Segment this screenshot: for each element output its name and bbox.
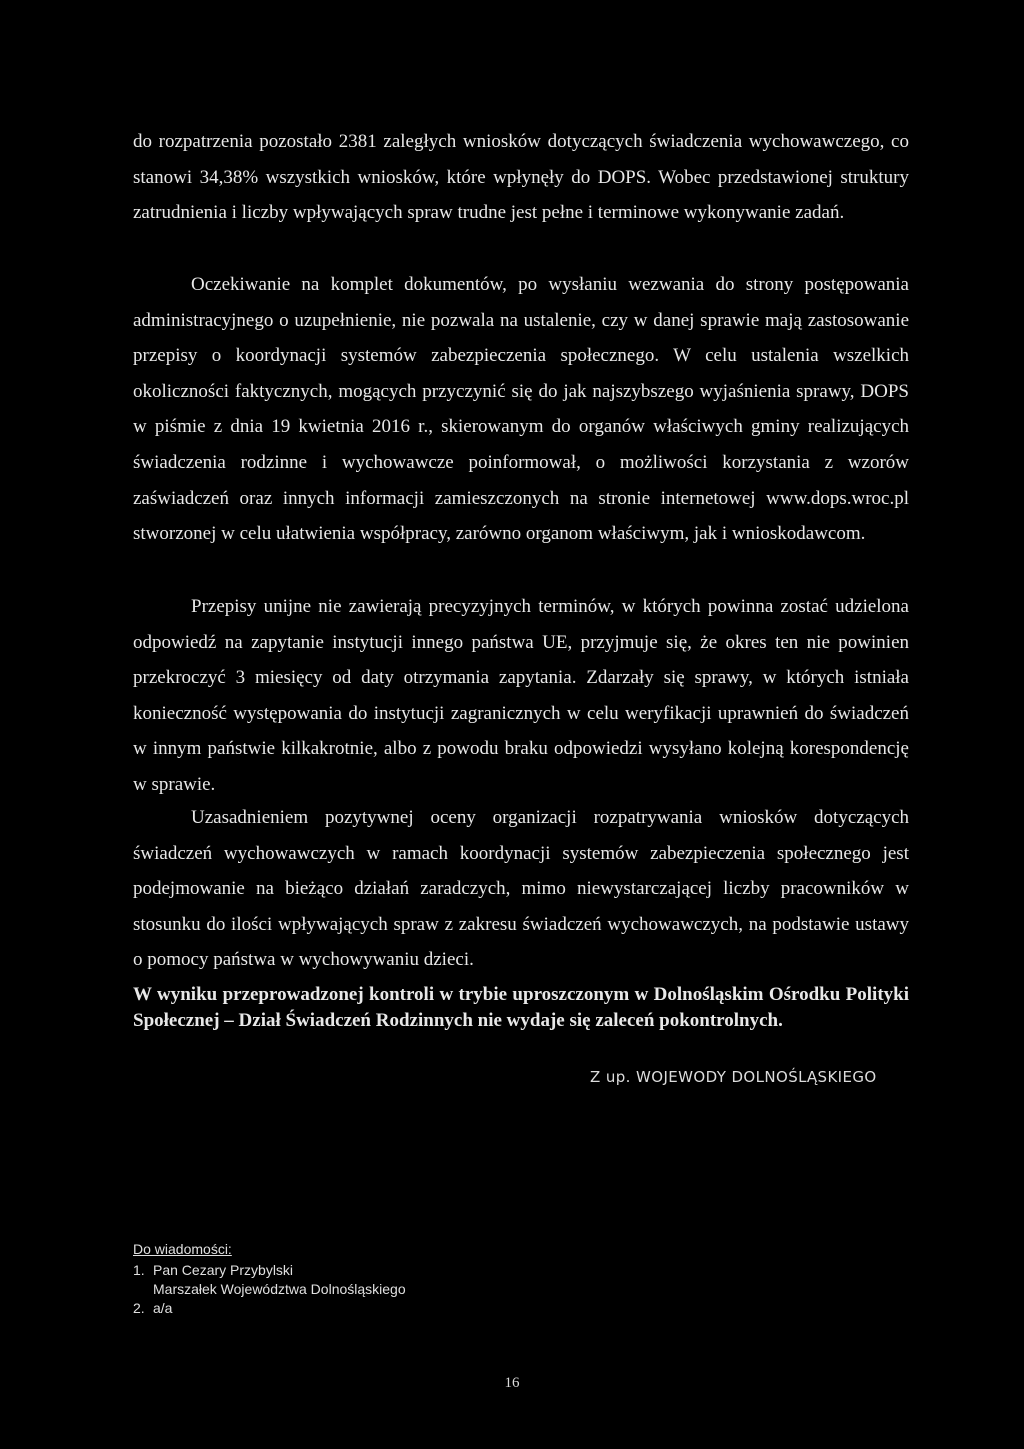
item-text <box>153 1261 406 1299</box>
paragraph-eu-regulations: Przepisy unijne nie zawierają precyzyjnych terminów, w których powinna zostać udzielona odpowiedź na zapytanie instytucji innego państwa UE, przyjmuje się, że okres ten nie powinien przekroczyć 3 miesięcy od daty otrzymania zapytania. Zdarzały się sprawy, w których istniała konieczność występowania do instytucji zagranicznych w celu weryfikacji uprawnień do świadczeń w innym państwie kilkakrotnie, albo z powodu braku odpowiedzi wysyłano kolejną korespondencję w sprawie. <box>133 596 909 795</box>
recipient-title: Marszałek Województwa Dolnośląskiego <box>153 1281 406 1297</box>
paragraph-justification: Uzasadnieniem pozytywnej oceny organizacji rozpatrywania wniosków dotyczących świadczeń wychowawczych w ramach koordynacji systemów zabezpieczenia społecznego jest podejmowanie na bieżąco działań zaradczych, mimo niewystarczającej liczby pracowników w stosunku do ilości wpływających spraw z zakresu świadczeń wychowawczych, na podstawie ustawy o pomocy państwa w wychowywaniu dzieci. <box>133 807 909 971</box>
distribution-list-item <box>133 1261 533 1299</box>
paragraph-documents-waiting: Oczekiwanie na komplet dokumentów, po wysłaniu wezwania do strony postępowania administracyjnego o uzupełnienie, nie pozwala na ustalenie, czy w danej sprawie mają zastosowanie przepisy o koordynacji systemów zabezpieczenia społecznego. W celu ustalenia wszelkich okoliczności faktycznych, mogących przyczynić się do jak najszybszego wyjaśnienia sprawy, DOPS w piśmie z dnia 19 kwietnia 2016 r., skierowanym do organów właściwych gminy realizujących świadczenia rodzinne i wychowawcze poinformował, o możliwości korzystania z wzorów zaświadczeń oraz innych informacji zamieszczonych na stronie internetowej www.dops.wroc.pl stworzonej w celu ułatwienia współpracy, zarówno organom właściwym, jak i wnioskodawcom. <box>133 274 909 545</box>
item-text: a/a <box>153 1300 173 1316</box>
distribution-list <box>133 1240 533 1318</box>
paragraph-backlog: do rozpatrzenia pozostało 2381 zaległych wniosków dotyczących świadczenia wychowawczego, co stanowi 34,38% wszystkich wniosków, które wpłynęły do DOPS. Wobec przedstawionej struktury zatrudnienia i liczby wpływających spraw trudne jest pełne i terminowe wykonywanie zadań. <box>133 131 909 224</box>
item-number: 1. <box>133 1262 145 1278</box>
distribution-list-title: Do wiadomości: <box>133 1241 232 1257</box>
recipient-name: Pan Cezary Przybylski <box>153 1262 294 1278</box>
signature-stamp: Z up. WOJEWODY DOLNOŚLĄSKIEGO <box>590 1068 877 1086</box>
conclusion-statement: W wyniku przeprowadzonej kontroli w trybie uproszczonym w Dolnośląskim Ośrodku Polityki Społecznej – Dział Świadczeń Rodzinnych nie wydaje się zaleceń pokontrolnych. <box>133 984 909 1031</box>
page-number: 16 <box>504 1375 520 1391</box>
item-number: 2. <box>133 1300 145 1316</box>
distribution-list-item <box>133 1299 533 1318</box>
